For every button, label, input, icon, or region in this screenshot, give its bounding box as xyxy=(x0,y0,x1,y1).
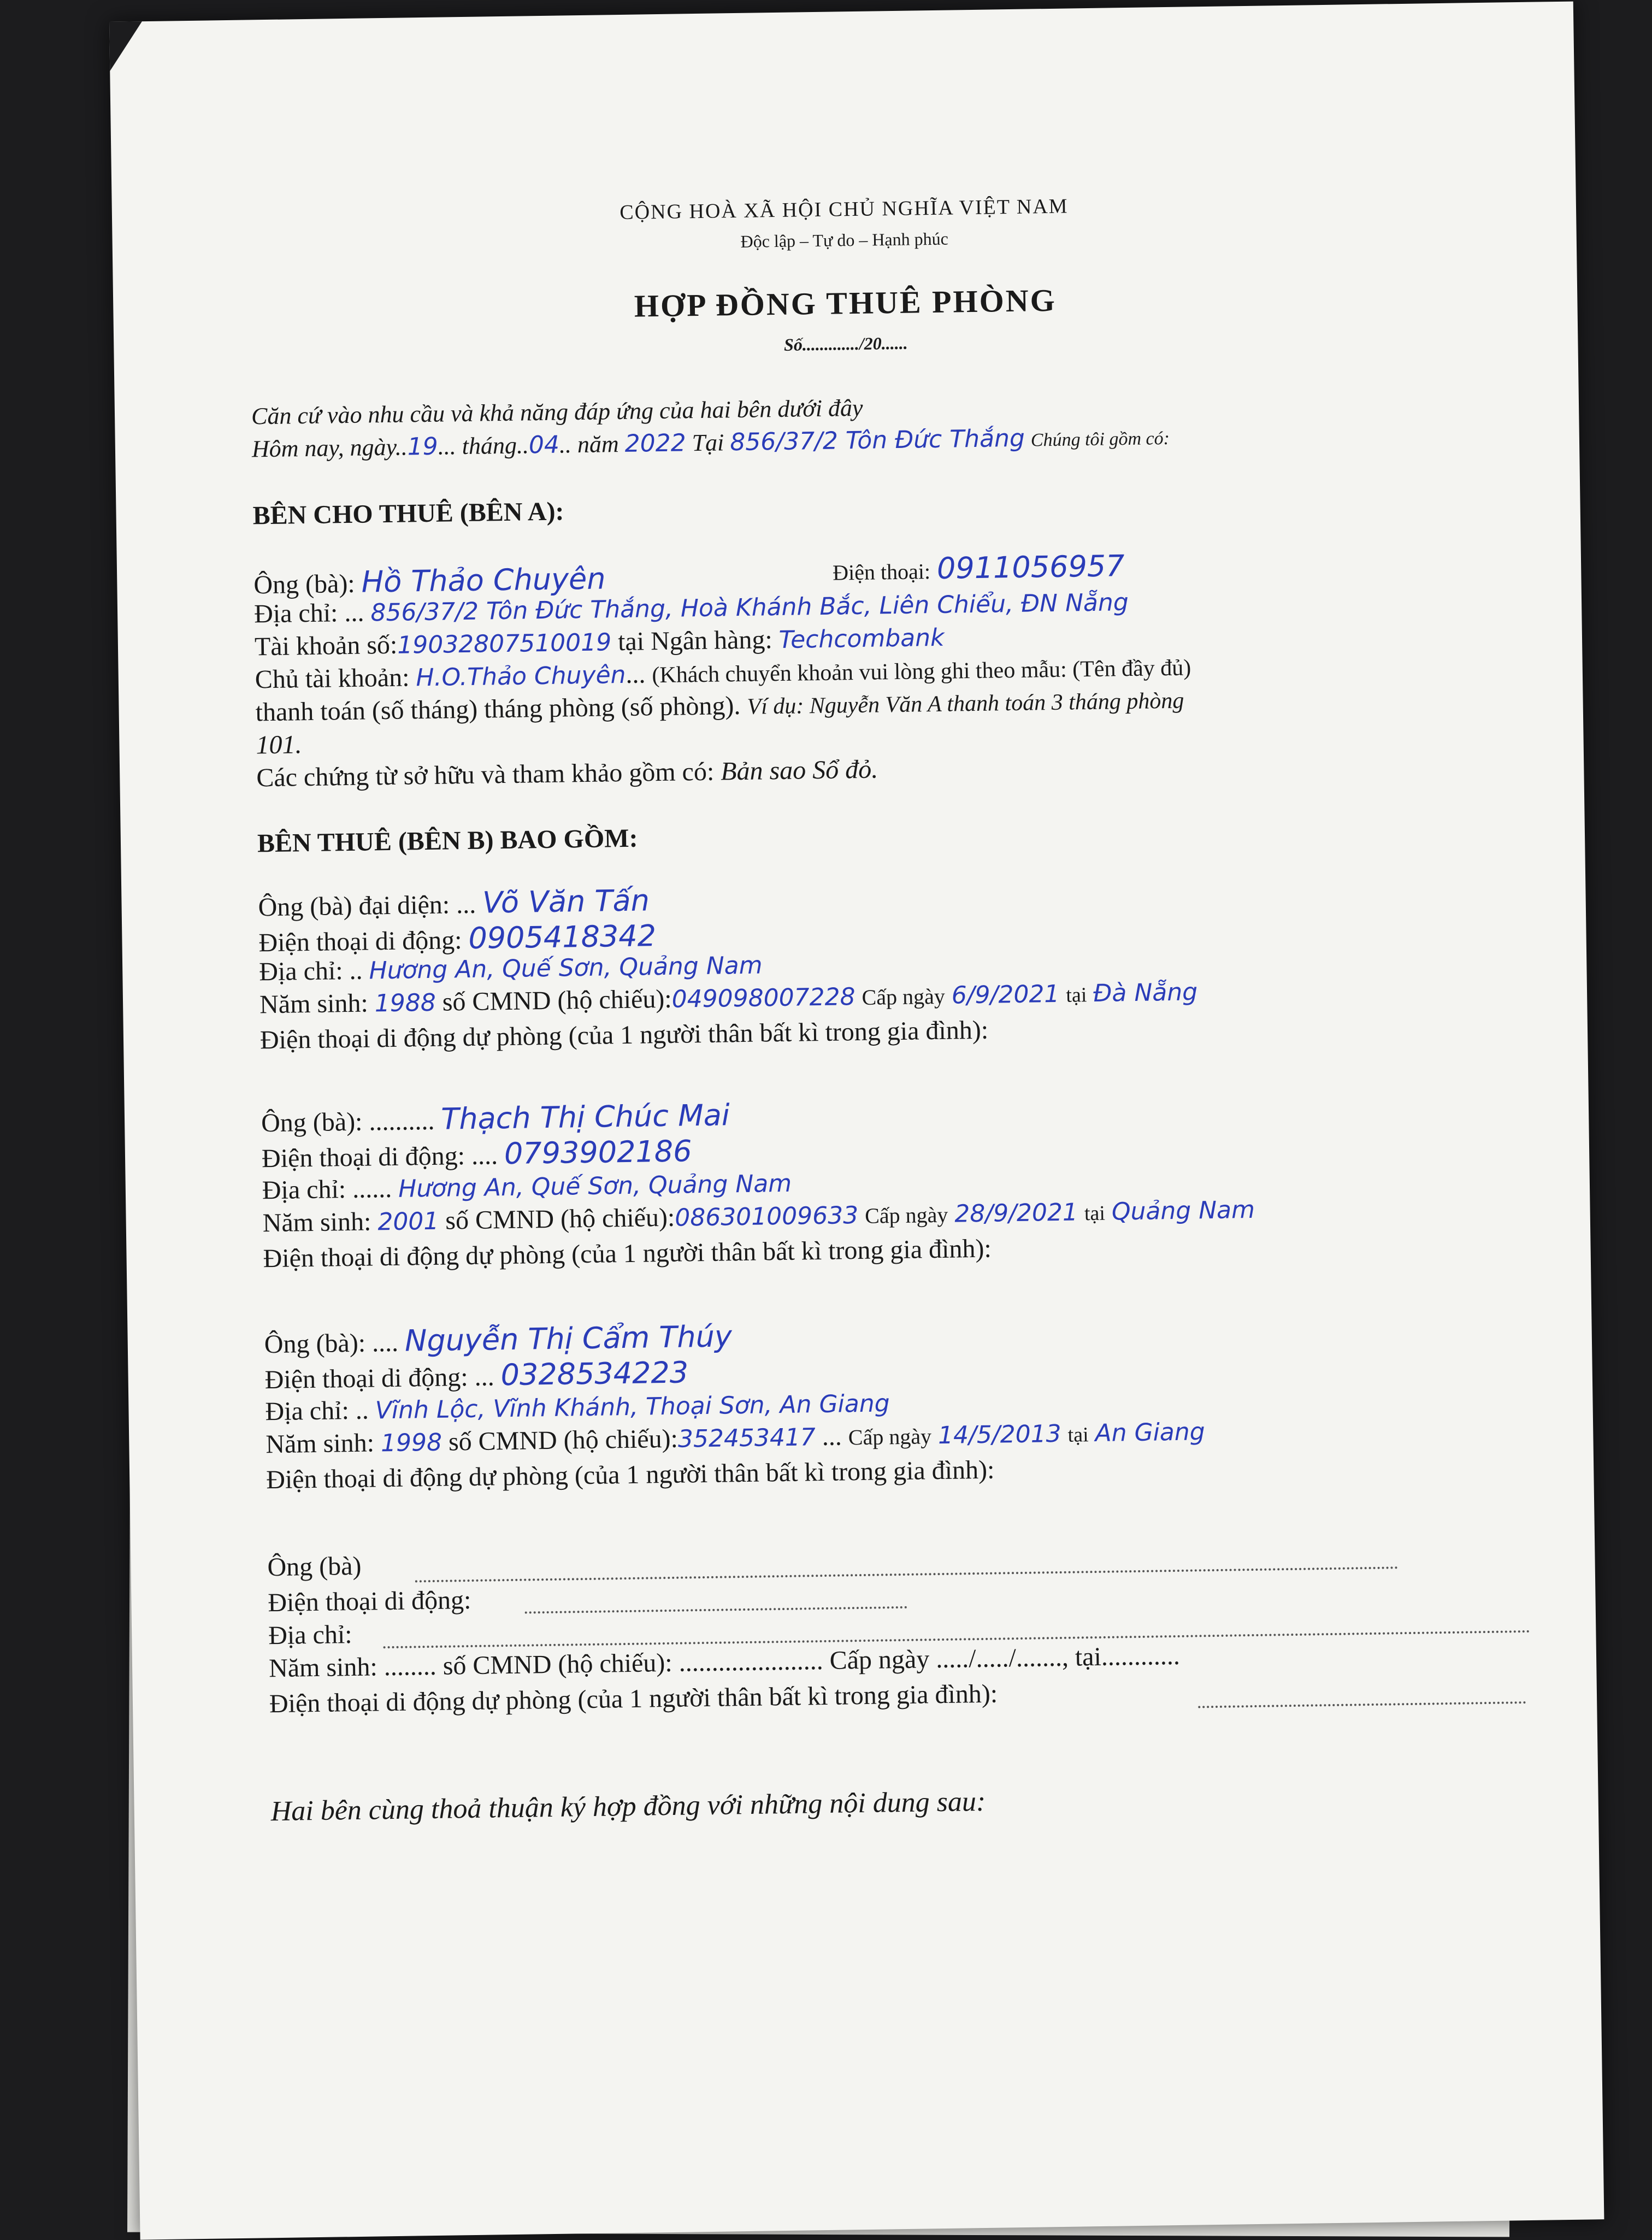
docs-label: Các chứng từ sở hữu và tham khảo gồm có: xyxy=(256,757,715,793)
closing-statement: Hai bên cùng thoả thuận ký hợp đồng với những nội dung sau: xyxy=(270,1785,986,1828)
at-label: Tại xyxy=(692,429,724,457)
month-value: 04 xyxy=(528,431,560,459)
folded-corner xyxy=(109,21,143,71)
person-1-backup-row xyxy=(260,1015,989,1056)
person-3-address-label: Địa chỉ: xyxy=(265,1396,350,1426)
person-3-address: Vĩnh Lộc, Vĩnh Khánh, Thoại Sơn, An Giang xyxy=(375,1389,890,1425)
person-1-phone-label: Điện thoại di động: xyxy=(258,926,462,958)
person-1-phone: 0905418342 xyxy=(468,918,657,956)
person-3-issue-label: Cấp ngày xyxy=(848,1424,932,1450)
contract-number: Số............./20...... xyxy=(783,333,908,355)
party-a-owner-label: Chủ tài khoản: xyxy=(255,663,410,694)
month-label: tháng xyxy=(462,432,517,460)
person-2-address: Hương An, Quế Sơn, Quảng Nam xyxy=(398,1169,792,1203)
party-a-bank: Techcombank xyxy=(778,623,945,654)
person-2-address-label: Địa chỉ: xyxy=(262,1175,346,1205)
person-3-name-label: Ông (bà): xyxy=(264,1328,366,1359)
note-line2: thanh toán (số tháng) tháng phòng (số phòng). xyxy=(255,691,741,727)
party-a-account-label: Tài khoản số: xyxy=(254,630,398,662)
person-4-backup-label: Điện thoại di động dự phòng (của 1 người thân bất kì trong gia đình): xyxy=(269,1679,998,1719)
contract-page xyxy=(109,2,1604,2240)
person-1-birth-label: Năm sinh: xyxy=(259,988,369,1019)
person-3-birth-label: Năm sinh: xyxy=(266,1428,375,1459)
party-a-phone-label: Điện thoại: xyxy=(832,559,931,585)
person-1-issue-label: Cấp ngày xyxy=(862,983,946,1010)
person-2-id: 086301009633 xyxy=(674,1201,859,1232)
person-2-issue: 28/9/2021 xyxy=(954,1198,1078,1228)
party-a-docs-row xyxy=(256,754,878,793)
person-1-at-label: tại xyxy=(1066,983,1087,1007)
person-3-phone-label: Điện thoại di động: xyxy=(264,1363,469,1395)
person-1-backup-label: Điện thoại di động dự phòng (của 1 người thân bất kì trong gia đình): xyxy=(259,1015,989,1055)
party-a-address-label: Địa chỉ: xyxy=(253,598,338,629)
nation-heading: CỘNG HOÀ XÃ HỘI CHỦ NGHĨA VIỆT NAM xyxy=(620,194,1069,224)
person-1-address-label: Địa chỉ: xyxy=(258,956,343,987)
party-b-heading: BÊN THUÊ (BÊN B) BAO GỒM: xyxy=(257,823,638,858)
person-3-backup-row xyxy=(266,1455,995,1495)
person-4-name-row xyxy=(267,1551,362,1582)
party-a-owner: H.O.Thảo Chuyên xyxy=(416,661,626,692)
person-1-birth: 1988 xyxy=(374,988,436,1018)
person-1-name-label: Ông (bà) đại diện: xyxy=(258,890,450,922)
person-3-address-row: Địa chỉ: .. Vĩnh Lộc, Vĩnh Khánh, Thoại Sơn, An Giang xyxy=(265,1389,890,1426)
person-3-name-row: Ông (bà): .... Nguyễn Thị Cẩm Thúy xyxy=(264,1319,733,1359)
person-3-id: 352453417 xyxy=(677,1423,816,1453)
person-2-name-label: Ông (bà): xyxy=(261,1107,363,1138)
person-4-phone-label: Điện thoại di động: xyxy=(268,1585,471,1618)
person-4-id-row: Năm sinh: ........ số CMND (hộ chiếu): ...................... Cấp ngày ...../...../......., tại............ xyxy=(268,1641,1181,1683)
person-2-phone-label: Điện thoại di động: xyxy=(261,1141,465,1174)
year-value: 2022 xyxy=(624,429,686,458)
party-a-phone-row xyxy=(833,549,1125,587)
person-3-phone-row: Điện thoại di động: ... 0328534223 xyxy=(264,1355,689,1395)
person-1-id: 049098007228 xyxy=(671,983,856,1013)
place-value: 856/37/2 Tôn Đức Thắng xyxy=(729,424,1025,457)
person-2-phone: 0793902186 xyxy=(504,1134,692,1171)
docs-value: Bản sao Sổ đỏ. xyxy=(720,754,878,786)
person-2-name: Thạch Thị Chúc Mai xyxy=(440,1098,730,1136)
person-3-phone: 0328534223 xyxy=(500,1355,689,1393)
party-a-owner-note: (Khách chuyển khoản vui lòng ghi theo mẫu: (Tên đầy đủ) xyxy=(652,655,1191,688)
person-3-id-row: Năm sinh: 1998 số CMND (hộ chiếu):352453417 ... Cấp ngày 14/5/2013 tại An Giang xyxy=(266,1418,1205,1459)
day-value: 19 xyxy=(407,432,439,461)
person-2-address-row: Địa chỉ: ...... Hương An, Quế Sơn, Quảng Nam xyxy=(262,1169,792,1205)
party-a-name-label: Ông (bà): xyxy=(253,569,356,600)
person-1-id-label: số CMND (hộ chiếu): xyxy=(442,984,672,1017)
person-1-name-row: Ông (bà) đại diện: ... Võ Văn Tấn xyxy=(258,883,650,922)
today-label: Hôm nay, ngày xyxy=(251,433,396,463)
intro-basis: Căn cứ vào nhu cầu và khả năng đáp ứng của hai bên dưới đây xyxy=(251,394,863,430)
person-4-address-label: Địa chỉ: xyxy=(268,1620,352,1650)
contract-title: HỢP ĐỒNG THUÊ PHÒNG xyxy=(634,282,1057,324)
person-2-name-row: Ông (bà): .......... Thạch Thị Chúc Mai xyxy=(261,1098,730,1138)
person-4-name-blank xyxy=(415,1566,1399,1582)
party-a-owner-row: Chủ tài khoản: H.O.Thảo Chuyên... (Khách chuyển khoản vui lòng ghi theo mẫu: (Tên đầy đủ) xyxy=(255,655,1191,694)
party-a-phone: 0911056957 xyxy=(936,549,1125,586)
person-1-address-row: Địa chỉ: .. Hương An, Quế Sơn, Quảng Nam xyxy=(258,951,763,987)
person-4-issue-label: Cấp ngày ...../...../......., tại............ xyxy=(829,1641,1181,1675)
person-4-name-label: Ông (bà) xyxy=(267,1551,362,1582)
person-1-issue: 6/9/2021 xyxy=(951,980,1060,1010)
person-4-address-row xyxy=(268,1619,352,1650)
person-2-birth: 2001 xyxy=(377,1207,439,1236)
person-2-birth-label: Năm sinh: xyxy=(262,1207,371,1238)
party-a-account: 19032807510019 xyxy=(397,628,612,659)
party-a-bank-label: tại Ngân hàng: xyxy=(617,625,773,657)
person-4-backup-row xyxy=(269,1679,998,1719)
person-3-backup-label: Điện thoại di động dự phòng (của 1 người thân bất kì trong gia đình): xyxy=(266,1455,995,1495)
note-example: Ví dụ: Nguyễn Văn A thanh toán 3 tháng phòng xyxy=(747,688,1184,720)
motto: Độc lập – Tự do – Hạnh phúc xyxy=(740,228,949,251)
party-a-address: 856/37/2 Tôn Đức Thắng, Hoà Khánh Bắc, Liên Chiểu, ĐN Nẵng xyxy=(370,588,1129,627)
person-4-phone-row xyxy=(268,1585,471,1618)
person-3-at-label: tại xyxy=(1067,1423,1089,1447)
person-4-id-label: số CMND (hộ chiếu): xyxy=(442,1648,673,1681)
person-3-at: An Giang xyxy=(1095,1418,1205,1448)
person-1-address: Hương An, Quế Sơn, Quảng Nam xyxy=(369,951,763,985)
party-a-address-row: Địa chỉ: ... 856/37/2 Tôn Đức Thắng, Hoà Khánh Bắc, Liên Chiểu, ĐN Nẵng xyxy=(253,588,1129,629)
note-line3: 101. xyxy=(256,730,302,760)
person-2-id-label: số CMND (hộ chiếu): xyxy=(445,1202,675,1235)
person-2-at-label: tại xyxy=(1084,1201,1106,1225)
person-4-birth-label: Năm sinh: ........ xyxy=(268,1651,437,1683)
person-2-phone-row: Điện thoại di động: .... 0793902186 xyxy=(261,1134,692,1174)
person-1-at: Đà Nẵng xyxy=(1093,978,1198,1008)
intro-tail: Chúng tôi gồm có: xyxy=(1030,428,1170,451)
party-a-heading: BÊN CHO THUÊ (BÊN A): xyxy=(252,497,564,530)
person-3-birth: 1998 xyxy=(380,1428,442,1458)
intro-date-line: Hôm nay, ngày..19... tháng..04.. năm 2022 Tại 856/37/2 Tôn Đức Thắng Chúng tôi gồm có: xyxy=(251,424,1170,463)
person-3-id-label: số CMND (hộ chiếu): xyxy=(448,1424,678,1457)
person-4-backup-blank xyxy=(1198,1701,1526,1708)
person-4-phone-blank xyxy=(525,1606,907,1614)
year-label: năm xyxy=(577,431,620,458)
person-2-backup-label: Điện thoại di động dự phòng (của 1 người thân bất kì trong gia đình): xyxy=(263,1234,992,1274)
person-2-backup-row xyxy=(263,1234,992,1274)
person-1-name: Võ Văn Tấn xyxy=(482,883,650,920)
person-2-issue-label: Cấp ngày xyxy=(864,1202,948,1228)
person-2-at: Quảng Nam xyxy=(1111,1195,1255,1226)
person-3-issue: 14/5/2013 xyxy=(937,1419,1061,1450)
person-3-name: Nguyễn Thị Cẩm Thúy xyxy=(404,1319,733,1358)
party-a-name: Hồ Thảo Chuyên xyxy=(361,561,606,599)
